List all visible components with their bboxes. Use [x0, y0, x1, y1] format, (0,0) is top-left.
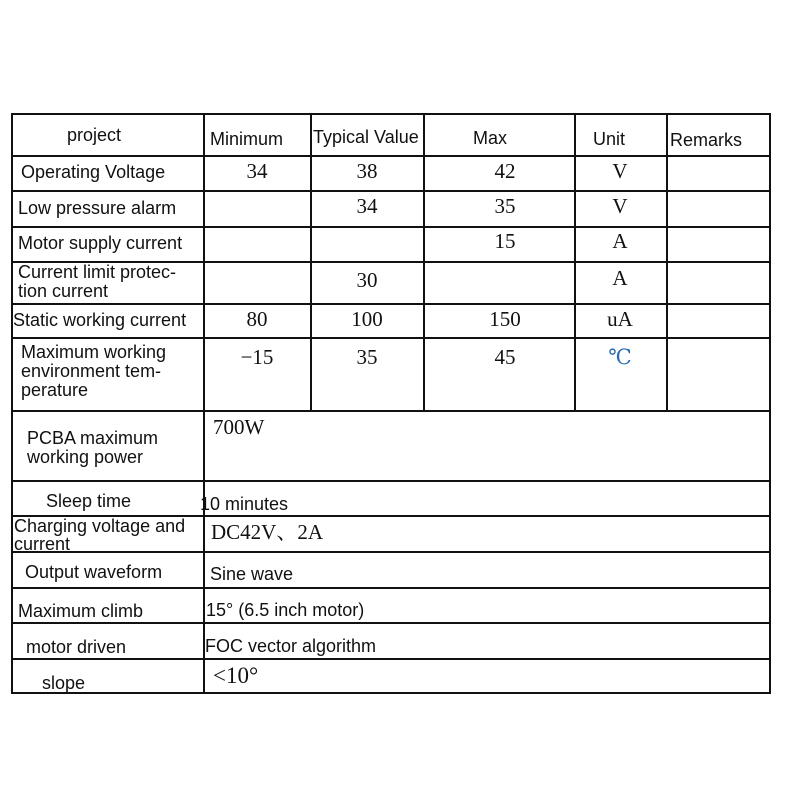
cell-typ: 38 — [356, 159, 378, 183]
row-divider — [13, 622, 769, 624]
row-divider — [13, 303, 769, 305]
row-label: Low pressure alarm — [18, 198, 177, 218]
row-divider — [13, 587, 769, 589]
header-max: Max — [473, 128, 508, 148]
row-label-line: environment tem- — [21, 361, 162, 381]
cell-typ: 35 — [356, 345, 378, 369]
cell-typ: 100 — [351, 307, 383, 331]
row-divider — [13, 658, 769, 660]
spec-label: Maximum climb — [18, 601, 144, 621]
cell-max: 42 — [494, 159, 516, 183]
row-divider — [13, 226, 769, 228]
spec-label: Output waveform — [25, 562, 163, 582]
spec-label: slope — [42, 673, 86, 693]
column-divider — [666, 115, 668, 411]
row-label: Operating Voltage — [21, 162, 166, 182]
spec-value: FOC vector algorithm — [205, 636, 377, 656]
spec-value: <10° — [213, 663, 259, 688]
cell-max: 45 — [494, 345, 516, 369]
row-divider — [13, 410, 769, 412]
row-divider — [13, 551, 769, 553]
header-project: project — [67, 125, 122, 145]
spec-label-line: PCBA maximum — [27, 428, 159, 448]
cell-max: 35 — [494, 194, 516, 218]
cell-max: 150 — [489, 307, 521, 331]
column-divider — [574, 115, 576, 411]
cell-unit: uA — [607, 307, 633, 331]
row-divider — [13, 155, 769, 157]
row-divider — [13, 480, 769, 482]
spec-label: motor driven — [26, 637, 127, 657]
spec-value: 700W — [213, 415, 265, 439]
row-divider — [13, 190, 769, 192]
spec-value: Sine wave — [210, 564, 294, 584]
row-label-line: Current limit protec- — [18, 262, 177, 282]
column-divider — [310, 115, 312, 411]
spec-label-line: working power — [27, 447, 144, 467]
cell-unit: A — [612, 266, 628, 290]
header-unit: Unit — [593, 129, 626, 149]
row-label-line: perature — [21, 380, 89, 400]
column-divider — [423, 115, 425, 411]
row-divider — [13, 337, 769, 339]
cell-max: 15 — [494, 229, 516, 253]
spec-label-line: Charging voltage and — [14, 516, 186, 536]
row-label: Motor supply current — [18, 233, 183, 253]
row-label-line: tion current — [18, 281, 109, 301]
cell-min: −15 — [240, 345, 274, 369]
cell-unit: V — [612, 159, 628, 183]
header-remarks: Remarks — [670, 130, 743, 150]
cell-min: 80 — [246, 307, 268, 331]
spec-value: DC42V、2A — [211, 520, 324, 544]
header-typical: Typical Value — [313, 127, 419, 147]
cell-unit: ℃ — [608, 345, 632, 369]
cell-typ: 34 — [356, 194, 378, 218]
spec-value: 10 minutes — [200, 494, 289, 514]
spec-label: Sleep time — [46, 491, 132, 511]
row-label: Static working current — [13, 310, 187, 330]
spec-label-line: current — [14, 534, 71, 554]
cell-typ: 30 — [356, 268, 378, 292]
cell-min: 34 — [246, 159, 268, 183]
spec-value: 15° (6.5 inch motor) — [206, 600, 365, 620]
spec-table — [11, 113, 771, 694]
column-divider — [203, 115, 205, 692]
cell-unit: A — [612, 229, 628, 253]
header-minimum: Minimum — [210, 129, 284, 149]
cell-unit: V — [612, 194, 628, 218]
row-label-line: Maximum working — [21, 342, 167, 362]
